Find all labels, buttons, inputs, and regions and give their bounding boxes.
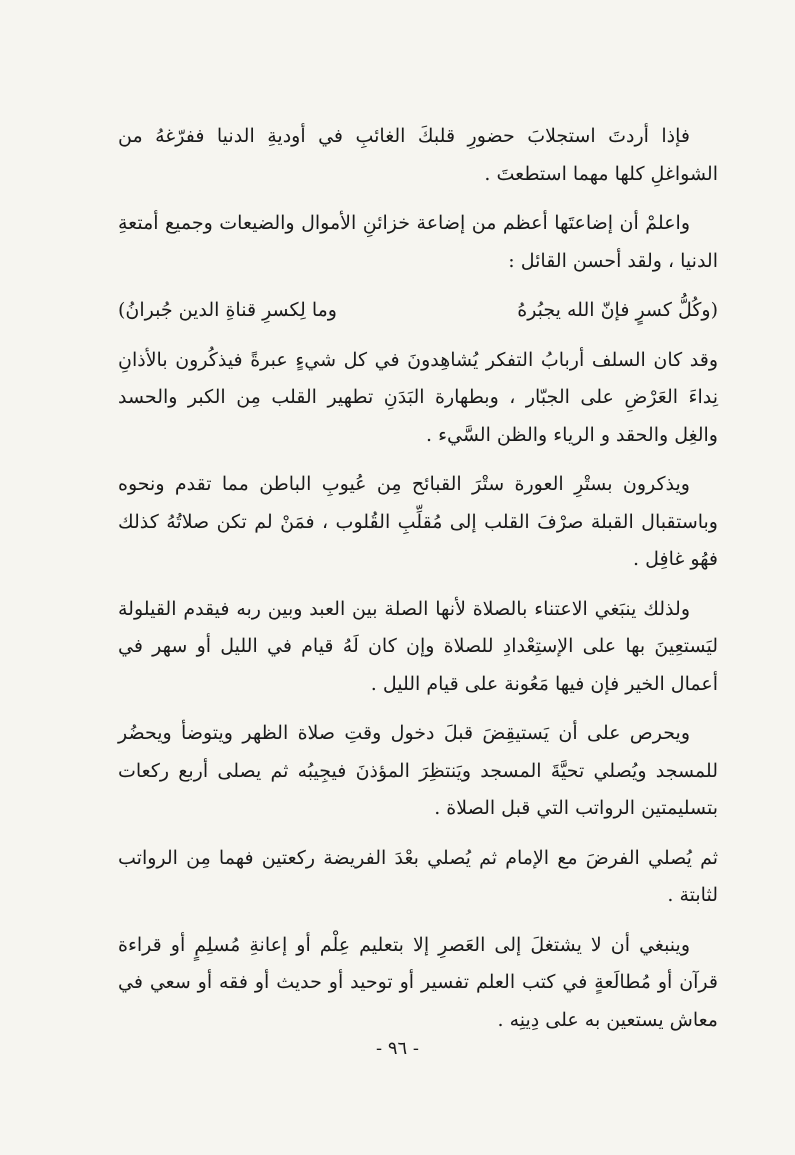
verse-second-hemistich: وما لِكسرِ قناةِ الدين جُبرانُ) — [118, 299, 337, 321]
page-number: - ٩٦ - — [376, 1038, 419, 1059]
paragraph-8: وينبغي أن لا يشتغلَ إلى العَصرِ إلا بتعليم عِلْم أو إعانةِ مُسلِمٍ أو قراءة قرآن أو مُطالَعةٍ في كتب العلم تفسير أو توحيد أو حديث أو فقه أو سعي في معاش يستعين به على دِينِه . — [118, 933, 718, 1031]
paragraph-6: ويحرص على أن يَستيقِضَ قبلَ دخول وقتِ صلاة الظهر ويتوضأ ويحضُر للمسجد ويُصلي تحيَّةَ المسجد ويَنتظِرَ المؤذنَ فيجِيبُه ثم يصلى أربع ركعات بتسليمتين الرواتب التي قبل الصلاة . — [118, 722, 718, 819]
paragraph-7: ثم يُصلي الفرضَ مع الإمام ثم يُصلي بعْدَ الفريضة ركعتين فهما مِن الرواتب لثابتة . — [118, 846, 718, 906]
paragraph-2: واعلمْ أن إضاعتَها أعظم من إضاعة خزائنِ الأموال والضيعات وجميع أمتعةِ الدنيا ، ولقد أحسن القائل : — [118, 212, 718, 272]
page-body — [118, 118, 718, 1051]
paragraph-1: فإذا أردتَ استجلابَ حضورِ قلبكَ الغائبِ في أوديةِ الدنيا ففرّغهُ من الشواغلِ كلها مهما استطعتَ . — [118, 125, 718, 185]
paragraph-3: وقد كان السلف أربابُ التفكر يُشاهِدونَ في كل شيءٍ عبرةً فيذكُرون بالأذانِ نِداءَ العَرْضِ على الجبّار ، وبطهارة البَدَنِ تطهير القلب مِن الكبر والحسد والغِل والحقد و الرياء والظن السَّيء . — [118, 348, 718, 446]
verse-first-hemistich: (وكُلُّ كسرٍ فإنّ الله يجبُرهُ — [517, 299, 718, 321]
paragraph-5: ولذلك ينبَغي الاعتناء بالصلاة لأنها الصلة بين العبد وبين ربه فيقدم القيلولة ليَستعِينَ بها على الإستِعْدادِ للصلاة وإن كان لَهُ قيام في الليل أو سهر في أعمال الخير فإن فيها مَعُونة على قيام الليل . — [118, 597, 718, 695]
paragraph-4: ويذكرون بستْرِ العورة ستْرَ القبائح مِن عُيوبِ الباطن مما تقدم ونحوه وباستقبال القبلة صرْفَ القلب إلى مُقلِّبِ القُلوب ، فمَنْ لم تكن صلاتُهُ كذلك فهُو غافِل . — [118, 473, 718, 570]
poem-verse — [118, 292, 718, 330]
